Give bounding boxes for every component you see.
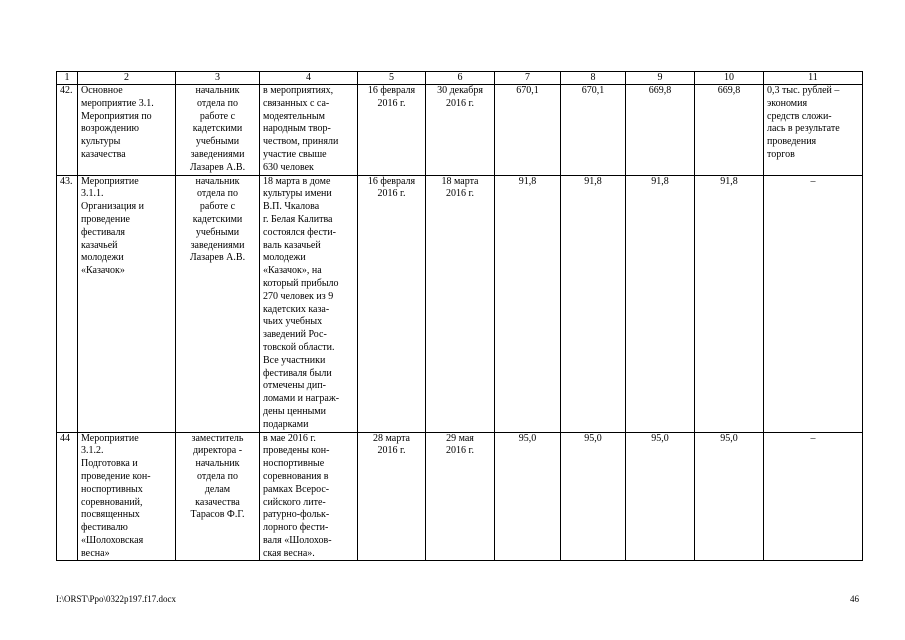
activity-name: Основное мероприятие 3.1. Мероприятия по возрождению культуры казачества xyxy=(78,85,176,176)
result-description: в мае 2016 г. проведены кон- носпортивные соревнования в рамках Всерос- сийского лите- ратурно-фольк- лорного фести- валя «Шолохов- ская весна». xyxy=(260,432,358,561)
end-date: 30 декабря 2016 г. xyxy=(426,85,495,176)
row-number: 44 xyxy=(57,432,78,561)
column-header: 11 xyxy=(764,72,863,85)
start-date: 16 февраля 2016 г. xyxy=(358,85,426,176)
responsible-person: заместитель директора - начальник отдела по делам казачества Тарасов Ф.Г. xyxy=(176,432,260,561)
activity-name: Мероприятие 3.1.2. Подготовка и проведение кон- носпортивных соревнований, посвященных фестивалю «Шолоховская весна» xyxy=(78,432,176,561)
responsible-person: начальник отдела по работе с кадетскими учебными заведениями Лазарев А.В. xyxy=(176,175,260,432)
column-header: 9 xyxy=(626,72,695,85)
column-header: 2 xyxy=(78,72,176,85)
value-col8: 95,0 xyxy=(561,432,626,561)
end-date: 18 марта 2016 г. xyxy=(426,175,495,432)
value-col9: 91,8 xyxy=(626,175,695,432)
column-header: 7 xyxy=(495,72,561,85)
activity-name: Мероприятие 3.1.1. Организация и проведение фестиваля казачьей молодежи «Казачок» xyxy=(78,175,176,432)
footer-file-path: I:\ORST\Ppo\0322p197.f17.docx xyxy=(56,594,177,604)
table-row xyxy=(57,432,863,561)
page-number: 46 xyxy=(850,594,859,604)
responsible-person: начальник отдела по работе с кадетскими учебными заведениями Лазарев А.В. xyxy=(176,85,260,176)
row-number: 43. xyxy=(57,175,78,432)
column-header: 10 xyxy=(695,72,764,85)
value-col7: 670,1 xyxy=(495,85,561,176)
column-header: 4 xyxy=(260,72,358,85)
value-col8: 91,8 xyxy=(561,175,626,432)
column-header: 8 xyxy=(561,72,626,85)
value-col10: 669,8 xyxy=(695,85,764,176)
end-date: 29 мая 2016 г. xyxy=(426,432,495,561)
value-col7: 91,8 xyxy=(495,175,561,432)
value-col9: 669,8 xyxy=(626,85,695,176)
note: – xyxy=(764,432,863,561)
value-col10: 91,8 xyxy=(695,175,764,432)
column-header: 1 xyxy=(57,72,78,85)
header-row xyxy=(57,72,863,85)
start-date: 28 марта 2016 г. xyxy=(358,432,426,561)
value-col8: 670,1 xyxy=(561,85,626,176)
note: – xyxy=(764,175,863,432)
value-col9: 95,0 xyxy=(626,432,695,561)
note: 0,3 тыс. рублей – экономия средств сложи- лась в результате проведения торгов xyxy=(764,85,863,176)
value-col10: 95,0 xyxy=(695,432,764,561)
column-header: 3 xyxy=(176,72,260,85)
result-description: 18 марта в доме культуры имени В.П. Чкалова г. Белая Калитва состоялся фести- валь казачьей молодежи «Казачок», на который прибыло 270 человек из 9 кадетских каза- чьих учебных заведений Рос- товской области. Все участники фестиваля были отмечены дип- ломами и награж- дены ценными подарками xyxy=(260,175,358,432)
column-header: 5 xyxy=(358,72,426,85)
column-header: 6 xyxy=(426,72,495,85)
value-col7: 95,0 xyxy=(495,432,561,561)
program-table xyxy=(56,71,863,561)
row-number: 42. xyxy=(57,85,78,176)
start-date: 16 февраля 2016 г. xyxy=(358,175,426,432)
result-description: в мероприятиях, связанных с са- модеятельным народным твор- чеством, приняли участие свыше 630 человек xyxy=(260,85,358,176)
table-row xyxy=(57,85,863,176)
table-row xyxy=(57,175,863,432)
